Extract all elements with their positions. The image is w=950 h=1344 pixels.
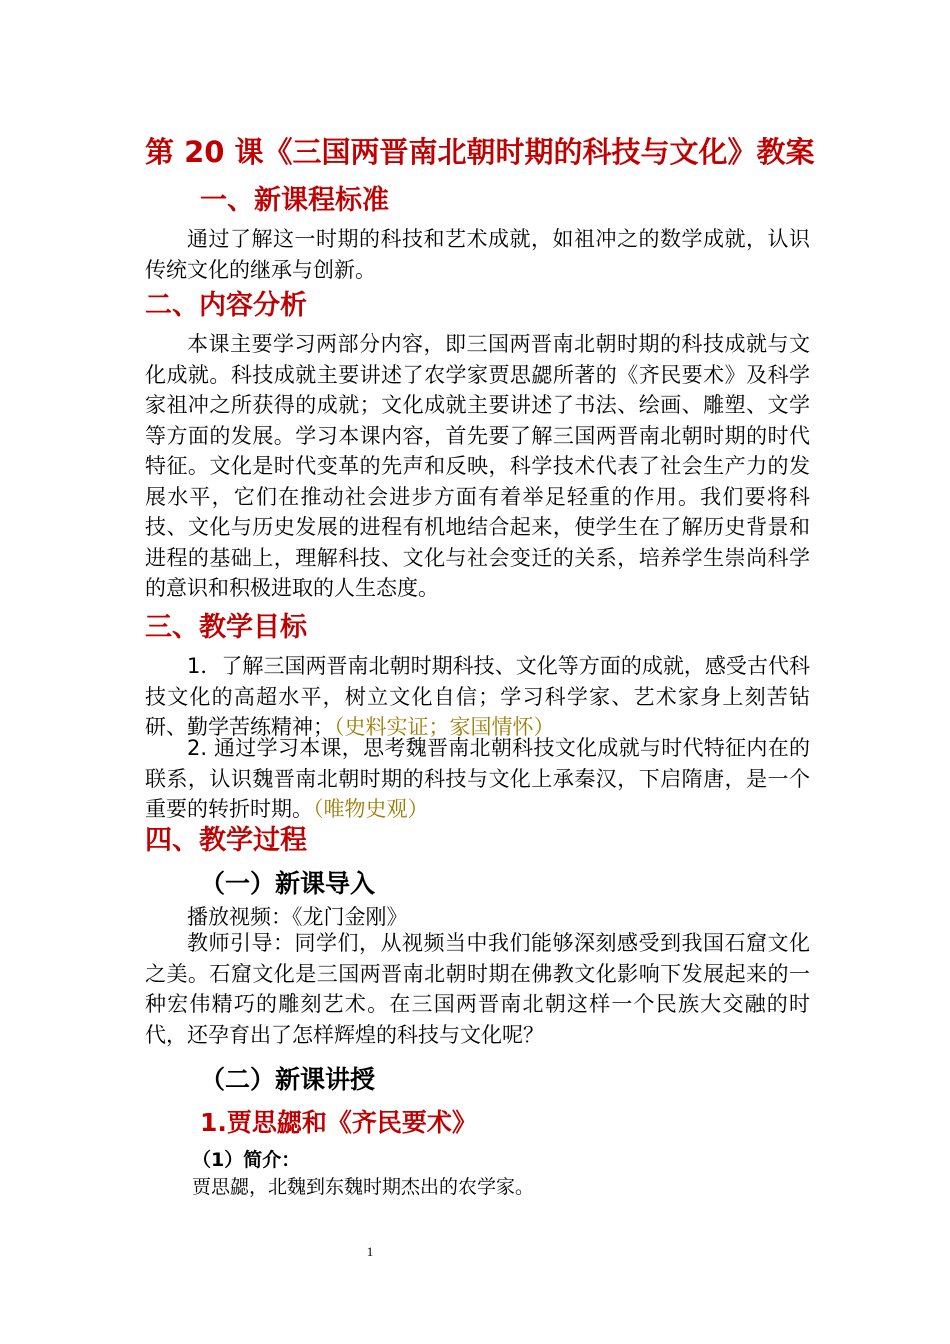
heading-curriculum-standard: 一、新课程标准	[200, 185, 389, 216]
teaching-goal-1	[145, 651, 810, 743]
teacher-guide-text: 教师引导：同学们，从视频当中我们能够深刻感受到我国石窟文化之美。石窟文化是三国两晋南北朝时期在佛教文化影响下发展起来的一种宏伟精巧的雕刻艺术。在三国两晋南北朝这样一个民族大交融的时代，还孕育出了怎样辉煌的科技与文化呢？	[145, 931, 810, 1047]
heading-content-analysis: 二、内容分析	[145, 290, 307, 321]
teaching-goal-2-text: 2. 通过学习本课，思考魏晋南北朝科技文化成就与时代特征内在的联系，认识魏晋南北朝时期的科技与文化上承秦汉，下启隋唐，是一个重要的转折时期。	[145, 736, 810, 821]
heading-jia-sixie-topic: 1.贾思勰和《齐民要术》	[200, 1108, 477, 1137]
teaching-goal-1-text: 1．了解三国两晋南北朝时期科技、文化等方面的成就，感受古代科技文化的高超水平，树立文化自信；学习科学家、艺术家身上刻苦钻研、勤学苦练精神；	[145, 654, 810, 739]
teaching-goal-2-tag: （唯物史观）	[313, 797, 429, 821]
heading-lesson-teaching: （二）新课讲授	[200, 1065, 376, 1094]
heading-lesson-intro: （一）新课导入	[200, 869, 376, 898]
teaching-goal-1-tag: （史料实证；家国情怀）	[334, 715, 555, 739]
intro-label: （1）简介：	[192, 1149, 301, 1171]
video-line: 播放视频：《龙门金刚》	[187, 905, 408, 929]
curriculum-standard-text: 通过了解这一时期的科技和艺术成就，如祖冲之的数学成就，认识传统文化的继承与创新。	[145, 227, 810, 282]
content-analysis-text: 本课主要学习两部分内容，即三国两晋南北朝时期的科技成就与文化成就。科技成就主要讲述了农学家贾思勰所著的《齐民要术》及科学家祖冲之所获得的成就；文化成就主要讲述了书法、绘画、雕塑、文学等方面的发展。学习本课内容，首先要了解三国两晋南北朝时期的时代特征。文化是时代变革的先声和反映，科学技术代表了社会生产力的发展水平，它们在推动社会进步方面有着举足轻重的作用。我们要将科技、文化与历史发展的进程有机地结合起来，使学生在了解历史背景和进程的基础上，理解科技、文化与社会变迁的关系，培养学生崇尚科学的意识和积极进取的人生态度。	[145, 332, 810, 600]
heading-teaching-goals: 三、教学目标	[145, 612, 307, 643]
document-title: 第 20 课《三国两晋南北朝时期的科技与文化》教案	[145, 135, 815, 169]
teaching-goal-2	[145, 733, 810, 825]
intro-text: 贾思勰，北魏到东魏时期杰出的农学家。	[192, 1176, 535, 1198]
page-number: 1	[366, 1244, 374, 1259]
heading-teaching-process: 四、教学过程	[145, 825, 307, 856]
